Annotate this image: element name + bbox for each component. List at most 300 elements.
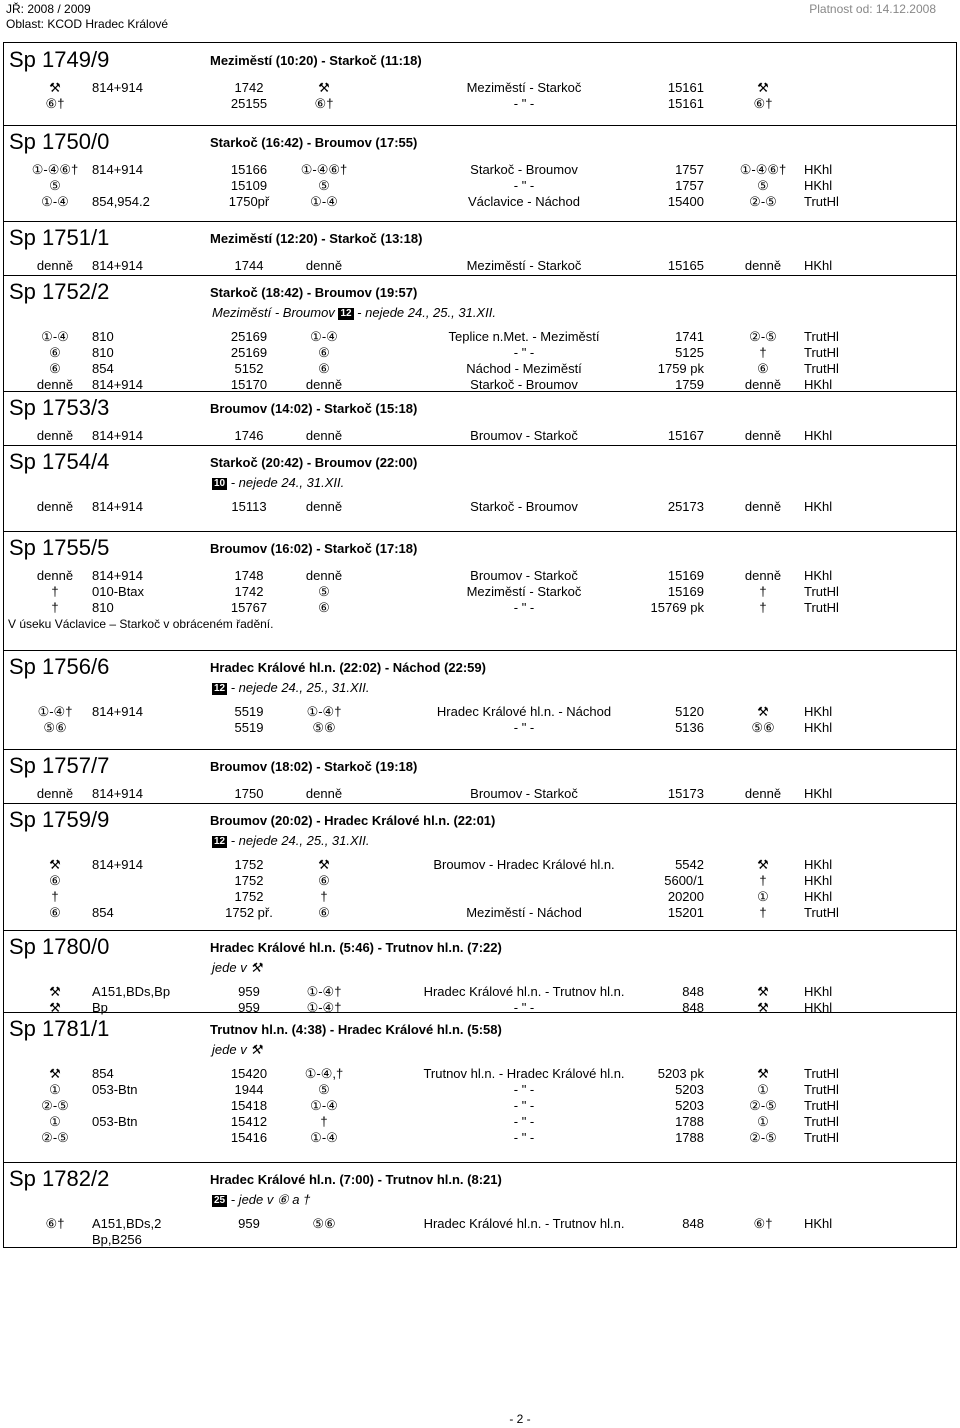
table-row <box>4 720 956 736</box>
days-valid: ⑥ <box>49 361 61 376</box>
connection-train: 5519 <box>234 704 264 719</box>
table-row <box>4 704 956 720</box>
connection-train: 25169 <box>230 345 268 360</box>
section-divider <box>4 749 956 750</box>
section-divider <box>4 275 956 276</box>
table-row <box>4 258 956 274</box>
connection-route: Hradec Králové hl.n. - Trutnov hl.n. <box>423 1216 625 1231</box>
connecting-days: † <box>759 584 767 599</box>
days-valid: ⑥ <box>49 873 61 888</box>
connection-train: 1750př <box>228 194 270 209</box>
connecting-days: ②-⑤ <box>749 194 777 209</box>
table-row <box>4 178 956 194</box>
timetable-frame <box>3 42 957 1248</box>
connecting-days: ⑤ <box>757 178 769 193</box>
connecting-train: 1759 pk <box>657 361 704 376</box>
route-title: Hradec Králové hl.n. (7:00) - Trutnov hl.n. (8:21) <box>210 1172 502 1187</box>
table-row <box>4 905 956 921</box>
connecting-days: denně <box>744 428 782 443</box>
connection-days: ①-④† <box>306 1000 342 1015</box>
connection-days: † <box>320 889 328 904</box>
connecting-days: ⑤⑥ <box>751 720 775 735</box>
route-title: Meziměstí (10:20) - Starkoč (11:18) <box>210 53 422 68</box>
days-valid: denně <box>36 568 74 583</box>
route-title: Hradec Králové hl.n. (22:02) - Náchod (22:59) <box>210 660 486 675</box>
section-divider <box>4 445 956 446</box>
connecting-days: denně <box>744 568 782 583</box>
connection-days: ⑥† <box>314 96 334 111</box>
connecting-train: 15400 <box>667 194 704 209</box>
connecting-train: 15165 <box>667 258 704 273</box>
section-divider <box>4 803 956 804</box>
connection-route: Meziměstí - Náchod <box>466 905 582 920</box>
section-divider <box>4 221 956 222</box>
days-valid: ⚒ <box>49 1066 61 1081</box>
connection-days: ①-④,† <box>304 1066 344 1081</box>
connection-days: ①-④⑥† <box>300 162 348 177</box>
table-row <box>4 1098 956 1114</box>
connecting-days: ②-⑤ <box>749 1130 777 1145</box>
note-detail: - nejede 24., 25., 31.XII. <box>353 305 496 320</box>
coach-type: 814+914 <box>92 162 143 177</box>
table-row <box>4 600 956 616</box>
note-code-badge: 12 <box>214 683 226 694</box>
connecting-days: ① <box>757 1114 769 1129</box>
connection-days: ⑥ <box>318 345 330 360</box>
coach-type: A151,BDs,Bp <box>92 984 171 999</box>
depot: HKhl <box>804 704 833 719</box>
table-row <box>4 873 956 889</box>
connection-route: Teplice n.Met. - Meziměstí <box>448 329 600 344</box>
connection-train: 1750 <box>234 786 264 801</box>
connection-route: Trutnov hl.n. - Hradec Králové hl.n. <box>423 1066 625 1081</box>
timetable-period: JŘ: 2008 / 2009 <box>6 2 91 16</box>
connection-route: - " - <box>513 1082 535 1097</box>
days-valid: denně <box>36 786 74 801</box>
connecting-days: † <box>759 873 767 888</box>
connection-route: Meziměstí - Starkoč <box>466 584 582 599</box>
table-row <box>4 1232 956 1248</box>
connection-route: Václavice - Náchod <box>468 194 580 209</box>
route-title: Broumov (20:02) - Hradec Králové hl.n. (22:01) <box>210 813 496 828</box>
days-valid: ⑥† <box>45 96 65 111</box>
depot: HKhl <box>804 720 833 735</box>
connection-days: † <box>320 1114 328 1129</box>
depot: TrutHl <box>804 1066 839 1081</box>
depot: TrutHl <box>804 584 839 599</box>
note-text: jede v ⚒ <box>212 1042 262 1057</box>
depot: TrutHl <box>804 1130 839 1145</box>
days-valid: ⚒ <box>49 984 61 999</box>
table-row <box>4 1130 956 1146</box>
table-row <box>4 568 956 584</box>
connection-days: denně <box>305 258 343 273</box>
coach-type: Bp <box>92 1000 108 1015</box>
service-note <box>212 475 344 491</box>
connecting-train: 15201 <box>667 905 704 920</box>
connection-route: - " - <box>513 345 535 360</box>
page-number: - 2 - <box>509 1412 531 1426</box>
connection-train: 959 <box>238 1216 260 1231</box>
connecting-train: 1788 <box>675 1114 704 1129</box>
section-divider <box>4 930 956 931</box>
route-title: Meziměstí (12:20) - Starkoč (13:18) <box>210 231 423 246</box>
connecting-days: ⚒ <box>757 1000 769 1015</box>
connecting-days: ②-⑤ <box>749 1098 777 1113</box>
table-row <box>4 428 956 444</box>
table-row <box>4 584 956 600</box>
table-row <box>4 1082 956 1098</box>
train-number: Sp 1751/1 <box>9 225 110 250</box>
section-divider <box>4 1012 956 1013</box>
table-row <box>4 786 956 802</box>
connecting-days: ⑥ <box>757 361 769 376</box>
note-detail: - nejede 24., 25., 31.XII. <box>227 833 370 848</box>
days-valid: ⑤⑥ <box>43 720 67 735</box>
service-note <box>212 305 496 321</box>
connecting-days: ① <box>757 1082 769 1097</box>
section-divider <box>4 650 956 651</box>
note-code-badge: 12 <box>340 308 352 319</box>
connection-days: ①-④ <box>310 329 338 344</box>
connection-train: 1744 <box>234 258 264 273</box>
table-row <box>4 1114 956 1130</box>
depot: HKhl <box>804 1216 833 1231</box>
route-title: Starkoč (20:42) - Broumov (22:00) <box>210 455 418 470</box>
train-number: Sp 1750/0 <box>9 129 110 154</box>
service-note <box>212 680 370 696</box>
connecting-train: 15169 <box>667 584 704 599</box>
connecting-train: 15769 pk <box>650 600 704 615</box>
table-row <box>4 857 956 873</box>
train-number: Sp 1754/4 <box>9 449 110 474</box>
connecting-train: 1741 <box>675 329 704 344</box>
coach-type: 854 <box>92 361 114 376</box>
connection-days: ⑥ <box>318 905 330 920</box>
connecting-days: † <box>759 905 767 920</box>
depot: HKhl <box>804 984 833 999</box>
service-note <box>212 1192 310 1208</box>
days-valid: ②-⑤ <box>41 1098 69 1113</box>
table-row <box>4 345 956 361</box>
connecting-train: 5203 <box>675 1098 704 1113</box>
connection-days: ⚒ <box>318 80 330 95</box>
depot: HKhl <box>804 568 833 583</box>
days-valid: ⚒ <box>49 80 61 95</box>
days-valid: † <box>51 584 59 599</box>
route-title: Broumov (14:02) - Starkoč (15:18) <box>210 401 418 416</box>
days-valid: denně <box>36 258 74 273</box>
section-footnote: V úseku Václavice – Starkoč v obráceném řadění. <box>8 617 274 631</box>
depot: TrutHl <box>804 1114 839 1129</box>
connection-train: 15420 <box>230 1066 268 1081</box>
connecting-train: 5203 pk <box>657 1066 704 1081</box>
days-valid: ①-④† <box>37 704 73 719</box>
connecting-days: denně <box>744 377 782 392</box>
document-header-left <box>6 2 168 32</box>
train-number: Sp 1759/9 <box>9 807 110 832</box>
connection-route: Starkoč - Broumov <box>470 377 578 392</box>
connection-train: 1742 <box>234 584 264 599</box>
connection-route: Broumov - Starkoč <box>470 568 578 583</box>
connection-route: Náchod - Meziměstí <box>466 361 582 376</box>
coach-type: A151,BDs,2 <box>92 1216 162 1231</box>
connection-route: - " - <box>513 1130 535 1145</box>
train-number: Sp 1781/1 <box>9 1016 110 1041</box>
connecting-train: 25173 <box>667 499 704 514</box>
connecting-train: 1788 <box>675 1130 704 1145</box>
connecting-train: 15173 <box>667 786 704 801</box>
note-text: Meziměstí - Broumov <box>212 305 335 320</box>
table-row <box>4 1000 956 1016</box>
depot: TrutHl <box>804 1082 839 1097</box>
connecting-days: ①-④⑥† <box>739 162 787 177</box>
train-number: Sp 1753/3 <box>9 395 110 420</box>
connection-train: 5519 <box>234 720 264 735</box>
connection-route: Broumov - Starkoč <box>470 786 578 801</box>
connection-days: ⑥ <box>318 361 330 376</box>
connecting-train: 1759 <box>675 377 704 392</box>
table-row <box>4 96 956 112</box>
table-row <box>4 329 956 345</box>
coach-type: 814+914 <box>92 499 143 514</box>
coach-type: 854,954.2 <box>92 194 150 209</box>
coach-type: Bp,B256 <box>92 1232 142 1247</box>
connecting-days: ⚒ <box>757 984 769 999</box>
note-code-badge: 10 <box>214 478 226 489</box>
connecting-train: 15161 <box>667 80 704 95</box>
coach-type: 814+914 <box>92 428 143 443</box>
days-valid: ① <box>49 1082 61 1097</box>
connection-route: Starkoč - Broumov <box>470 499 578 514</box>
days-valid: ①-④ <box>41 329 69 344</box>
connection-days: ⚒ <box>318 857 330 872</box>
connection-train: 1752 př. <box>225 905 273 920</box>
note-detail: - nejede 24., 31.XII. <box>227 475 345 490</box>
connecting-train: 5136 <box>675 720 704 735</box>
route-title: Starkoč (16:42) - Broumov (17:55) <box>210 135 418 150</box>
coach-type: 010-Btax <box>92 584 145 599</box>
connection-days: denně <box>305 377 343 392</box>
section-divider <box>4 125 956 126</box>
connecting-train: 5542 <box>675 857 704 872</box>
connection-route: - " - <box>513 178 535 193</box>
section-divider <box>4 531 956 532</box>
days-valid: † <box>51 600 59 615</box>
connecting-days: † <box>759 600 767 615</box>
coach-type: 814+914 <box>92 786 143 801</box>
connecting-days: ⚒ <box>757 1066 769 1081</box>
connecting-days: denně <box>744 786 782 801</box>
coach-type: 814+914 <box>92 80 143 95</box>
connecting-days: ① <box>757 889 769 904</box>
connection-train: 5152 <box>234 361 264 376</box>
days-valid: denně <box>36 428 74 443</box>
connecting-train: 5600/1 <box>664 873 704 888</box>
depot: HKhl <box>804 499 833 514</box>
connection-train: 15418 <box>230 1098 268 1113</box>
train-number: Sp 1757/7 <box>9 753 110 778</box>
connection-train: 15416 <box>230 1130 268 1145</box>
table-row <box>4 1216 956 1232</box>
connection-train: 1742 <box>234 80 264 95</box>
connection-days: denně <box>305 428 343 443</box>
connection-route: - " - <box>513 1114 535 1129</box>
train-number: Sp 1756/6 <box>9 654 110 679</box>
coach-type: 814+914 <box>92 258 143 273</box>
validity-date: Platnost od: 14.12.2008 <box>809 2 936 16</box>
connecting-train: 5120 <box>675 704 704 719</box>
connecting-days: denně <box>744 258 782 273</box>
connecting-train: 20200 <box>667 889 704 904</box>
route-title: Broumov (18:02) - Starkoč (19:18) <box>210 759 418 774</box>
connection-days: ①-④ <box>310 194 338 209</box>
connection-train: 1752 <box>234 857 264 872</box>
connecting-days: ②-⑤ <box>749 329 777 344</box>
connecting-train: 15169 <box>667 568 704 583</box>
connecting-train: 5203 <box>675 1082 704 1097</box>
coach-type: 810 <box>92 345 114 360</box>
connection-route: - " - <box>513 96 535 111</box>
connecting-days: ⑥† <box>753 96 773 111</box>
note-detail: - nejede 24., 25., 31.XII. <box>227 680 370 695</box>
connection-route: - " - <box>513 1000 535 1015</box>
depot: HKhl <box>804 857 833 872</box>
connecting-days: † <box>759 345 767 360</box>
section-divider <box>4 1162 956 1163</box>
table-row <box>4 984 956 1000</box>
region-label: Oblast: KCOD Hradec Králové <box>6 17 169 31</box>
connection-days: ⑥ <box>318 600 330 615</box>
coach-type: 814+914 <box>92 568 143 583</box>
coach-type: 814+914 <box>92 857 143 872</box>
days-valid: ②-⑤ <box>41 1130 69 1145</box>
connecting-train: 15161 <box>667 96 704 111</box>
connecting-train: 5125 <box>675 345 704 360</box>
days-valid: ⑥† <box>45 1216 65 1231</box>
train-number: Sp 1780/0 <box>9 934 110 959</box>
connection-days: ①-④ <box>310 1130 338 1145</box>
connection-route: Starkoč - Broumov <box>470 162 578 177</box>
depot: TrutHl <box>804 600 839 615</box>
connection-days: ①-④† <box>306 984 342 999</box>
connection-days: denně <box>305 786 343 801</box>
depot: HKhl <box>804 428 833 443</box>
depot: HKhl <box>804 873 833 888</box>
table-row <box>4 889 956 905</box>
days-valid: ⑥ <box>49 345 61 360</box>
train-number: Sp 1752/2 <box>9 279 110 304</box>
service-note <box>212 960 262 976</box>
connection-train: 1752 <box>234 873 264 888</box>
connection-train: 1746 <box>234 428 264 443</box>
route-title: Starkoč (18:42) - Broumov (19:57) <box>210 285 418 300</box>
depot: TrutHl <box>804 194 839 209</box>
days-valid: ⚒ <box>49 1000 61 1015</box>
depot: TrutHl <box>804 905 839 920</box>
days-valid: ① <box>49 1114 61 1129</box>
note-detail: - jede v ⑥ a † <box>227 1192 311 1207</box>
table-row <box>4 499 956 515</box>
depot: HKhl <box>804 178 833 193</box>
connection-route: Broumov - Starkoč <box>470 428 578 443</box>
table-row <box>4 1066 956 1082</box>
route-title: Broumov (16:02) - Starkoč (17:18) <box>210 541 418 556</box>
connection-train: 15767 <box>230 600 268 615</box>
connection-train: 15166 <box>230 162 268 177</box>
connecting-days: ⚒ <box>757 80 769 95</box>
days-valid: ⑤ <box>49 178 61 193</box>
depot: TrutHl <box>804 329 839 344</box>
coach-type: 053-Btn <box>92 1114 138 1129</box>
coach-type: 814+914 <box>92 704 143 719</box>
service-note <box>212 833 370 849</box>
connection-days: ①-④ <box>310 1098 338 1113</box>
connecting-train: 1757 <box>675 178 704 193</box>
connection-days: ⑤⑥ <box>312 720 336 735</box>
connection-train: 1748 <box>234 568 264 583</box>
depot: TrutHl <box>804 1098 839 1113</box>
days-valid: denně <box>36 499 74 514</box>
depot: HKhl <box>804 786 833 801</box>
connection-train: 959 <box>238 1000 260 1015</box>
connection-days: ⑤ <box>318 1082 330 1097</box>
days-valid: denně <box>36 377 74 392</box>
connecting-train: 15167 <box>667 428 704 443</box>
depot: HKhl <box>804 377 833 392</box>
connecting-train: 1757 <box>675 162 704 177</box>
connection-days: denně <box>305 499 343 514</box>
depot: HKhl <box>804 889 833 904</box>
days-valid: ⚒ <box>49 857 61 872</box>
coach-type: 810 <box>92 329 114 344</box>
connecting-train: 848 <box>682 1216 704 1231</box>
connection-train: 25155 <box>230 96 268 111</box>
days-valid: ①-④⑥† <box>31 162 79 177</box>
connection-route: Meziměstí - Starkoč <box>466 258 582 273</box>
table-row <box>4 162 956 178</box>
depot: HKhl <box>804 162 833 177</box>
depot: HKhl <box>804 1000 833 1015</box>
connecting-train: 848 <box>682 1000 704 1015</box>
connection-train: 15412 <box>230 1114 268 1129</box>
connection-train: 25169 <box>230 329 268 344</box>
connecting-train: 848 <box>682 984 704 999</box>
service-note <box>212 1042 262 1058</box>
depot: TrutHl <box>804 361 839 376</box>
note-code-badge: 25 <box>214 1195 226 1206</box>
route-title: Trutnov hl.n. (4:38) - Hradec Králové hl.n. (5:58) <box>210 1022 502 1037</box>
connection-route: Broumov - Hradec Králové hl.n. <box>433 857 615 872</box>
train-number: Sp 1782/2 <box>9 1166 110 1191</box>
coach-type: 053-Btn <box>92 1082 138 1097</box>
connecting-days: ⚒ <box>757 704 769 719</box>
connection-route: - " - <box>513 600 535 615</box>
coach-type: 854 <box>92 1066 114 1081</box>
connection-route: - " - <box>513 720 535 735</box>
depot: TrutHl <box>804 345 839 360</box>
connection-days: ⑤ <box>318 178 330 193</box>
table-row <box>4 194 956 210</box>
connection-train: 959 <box>238 984 260 999</box>
connection-days: ①-④† <box>306 704 342 719</box>
note-code-badge: 12 <box>214 836 226 847</box>
days-valid: † <box>51 889 59 904</box>
connection-days: ⑥ <box>318 873 330 888</box>
connecting-days: ⚒ <box>757 857 769 872</box>
connecting-days: ⑥† <box>753 1216 773 1231</box>
connection-route: Hradec Králové hl.n. - Trutnov hl.n. <box>423 984 625 999</box>
